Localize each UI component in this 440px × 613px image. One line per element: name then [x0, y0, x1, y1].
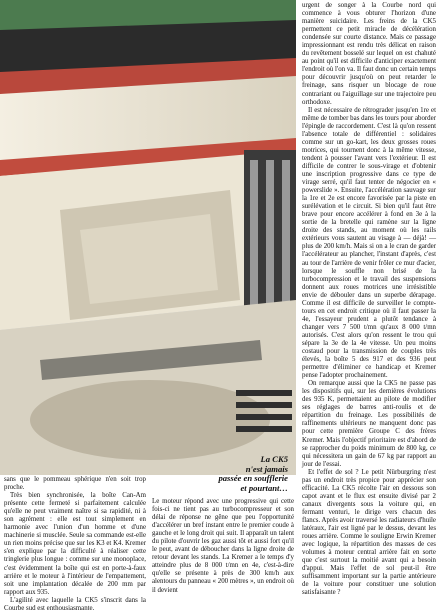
photo-caption	[196, 455, 288, 493]
text-column-middle	[152, 498, 294, 595]
paragraph: Le moteur répond avec une progressive qui cette fois-ci ne tient pas au turbocompresseur et son délai de réponse ne gêne que peu l'opportunité d'accélérer un bref instant entre le premier coude à gauche et le long droit qui suit. Il apparaît un talent du pilote d'ouvrir les gaz aussi tôt et aussi fort qu'il le peut, avant de déboucher dans la ligne droite de retour devant les stands. La Kremer a le temps d'y atteindre plus de 8 000 t/mn en 4e, c'est-à-dire qu'elle se présente à près de 300 km/h aux alentours du panneau « 200 mètres », un endroit où il devient	[152, 498, 294, 594]
paragraph: sans que le pommeau sphérique n'en soit trop proche.	[4, 476, 146, 492]
caption-line: La CK5	[260, 454, 288, 464]
text-column-left	[4, 476, 146, 613]
paragraph: Il est nécessaire de rétrograder jusqu'en 1re et même de tomber bas dans les tours pour aborder l'épingle de raccordement. C'est là qu'on ressent l'absence totale de différentiel : solidaires comme sur un go-kart, les deux grosses roues motrices, qui tournent donc à la même vitesse, tendent à pousser l'avant vers l'extérieur. Il est difficile de contrer le sous-virage et d'obtenir une inscription progressive dans ce type de virage serré, qu'il faut tenter de négocier en « powerslide ». Ensuite, l'accélération sauvage sur la 1re et 2e est encore favorisée par la piste en surélévation et le circuit. Si bien qu'il faut être brave pour encore accélérer à fond en 3e à la sortie de la bretelle qui ramène sur la ligne droite des stands, au moment où les rails extérieurs vous sautent au visage à — déjà! — plus de 200 km/h. Mais si on a le cran de garder l'accélérateur au plancher, l'instant d'après, c'est au tour de l'arrière de venir frôler ce mur d'acier, lorsque le souffle non brisé de la turbocompression et le travail des suspensions donnent aux roues motrices une irrésistible envie de débouler dans un superbe dérapage. Comme il est difficile de surveiller le compte-tours en cet endroit critique où il faut passer la 4e, l'essayeur prudent a plutôt tendance à changer vers 7 500 t/mn qu'aux 8 000 t/mn autorisés. C'est alors qu'on ressent le trou qui sépare la 3e de la 4e vitesse. Un peu moins costaud pour la transmission de couples très élevés, la boîte 5 des 917 et des 936 peut permettre d'éliminer ce handicap et Kremer pense l'adopter prochainement.	[302, 106, 436, 380]
caption-line: et pourtant…	[240, 482, 288, 493]
caption-line: n'est jamais	[245, 463, 288, 474]
caption-line: passée en soufflerie	[218, 473, 288, 484]
paragraph: Et l'effet de sol ? Le petit Nürburgring n'est pas un endroit très propice pour apprécier son efficacité. La CK5 récolte l'air en dessous son capot avant et le flux est ensuite divisé par 2 canaux divergents sous la voiture qui, en fermant venturi, le dirige vers chacun des flancs. Après avoir traversé les radiateurs d'huile latéraux, l'air est ligné par le dessus, devant les roues arrière. Comme le souligne Erwin Kremer avec logique, la répartition des masses de ces volumes à moteur central arrière fait en sorte que c'est surtout la moitié avant qui a besoin d'appui. Mais l'effet de sol peut-il être suffisamment important sur la partie antérieure de la voiture pour constituer une solution satisfaisante ?	[302, 468, 436, 597]
paragraph: urgent de songer à la Courbe nord qui commence à vous obturer l'horizon d'une manière suicidaire. Les freins de la CK5 permettent ce petit miracle de décélération condensée sur courte distance. Mais ce passage impressionnant est rendu très délicat en raison du revêtement bosselé sur lequel on est chahuté au point qu'il est difficile d'anticiper exactement l'endroit où l'on va. Il faut donc un certain temps pour découvrir jusqu'où on peut retarder le freinage, sans risquer un blocage de roue contrariant ou l'aiguillage sur une trajectoire peu orthodoxe.	[302, 2, 436, 106]
paragraph: L'agilité avec laquelle la CK5 s'inscrit dans la Courbe sud est enthousiasmante.	[4, 596, 146, 612]
paragraph: Très bien synchronisée, la boîte Can-Am présente cette fermeté si parfaitement calculée qu'elle ne peut vraiment naître si sa rapidité, ni à son agrément : elle est tout simplement en harmonie avec l'union d'un homme et d'une machinerie si musclée. Seule sa commande est-elle un rien moins précise que sur les K3 et K4. Kremer s'en explique par la difficulté à réaliser cette tringlerie plus longue : comme sur une monoplace, c'est évidemment la boîte qui est en porte-à-faux arrière et le moteur à l'intérieur de l'empattement, soit une implantation décalée de 200 mm par rapport aux 935.	[4, 492, 146, 596]
paragraph: On remarque aussi que la CK5 ne passe pas les dispositifs qui, sur les dernières évolutions des 935 K, permettaient au pilote de modifier ses réglages de barres anti-roulis et de répartition du freinage. Les possibilités de raffinements ultérieurs ne manquent donc pas pour cette première Groupe C des frères Kremer. Mais l'objectif prioritaire est d'abord de se rapprocher du poids minimum de 800 kg, ce qui nécessitera un gain de 67 kg par rapport au jour de l'essai.	[302, 380, 436, 468]
text-column-right	[302, 2, 436, 597]
